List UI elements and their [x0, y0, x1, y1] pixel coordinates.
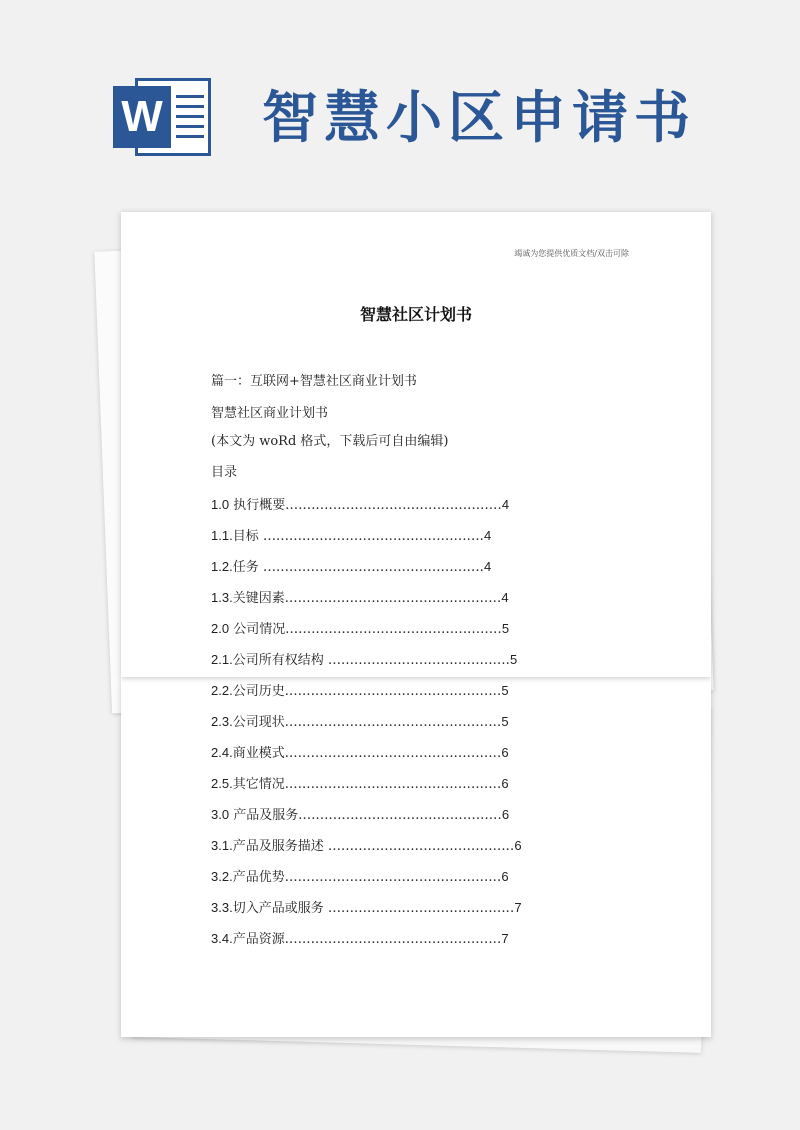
toc-entry: 2.5.其它情况..................................................6: [211, 776, 509, 792]
plan-title-line: 智慧社区商业计划书: [211, 406, 329, 421]
toc-entry: 3.3.切入产品或服务 ...........................................7: [211, 900, 522, 916]
toc-entry: 2.2.公司历史..................................................5: [211, 683, 509, 699]
toc-entry: 2.4.商业模式..................................................6: [211, 745, 509, 761]
toc-heading: 目录: [211, 465, 238, 480]
toc-entry: 3.0 产品及服务...............................................6: [211, 807, 510, 823]
section-heading: 篇一：互联网+智慧社区商业计划书: [211, 374, 417, 389]
toc-entry: 1.2.任务 ...................................................4: [211, 559, 492, 575]
word-icon-letter: W: [113, 86, 171, 148]
toc-entry: 1.0 执行概要..................................................4: [211, 497, 510, 513]
format-note: (本文为 woRd 格式，下载后可自由编辑): [211, 434, 449, 449]
document-page: [121, 212, 711, 677]
toc-entry: 3.1.产品及服务描述 ...........................................6: [211, 838, 522, 854]
paper-lower: [121, 677, 711, 1037]
toc-entry: 2.1.公司所有权结构 ..........................................5: [211, 652, 518, 668]
toc-entry: 3.2.产品优势..................................................6: [211, 869, 509, 885]
toc-entry: 1.3.关键因素..................................................4: [211, 590, 509, 606]
toc-entry: 3.4.产品资源..................................................7: [211, 931, 509, 947]
banner-title: 智慧小区申请书: [262, 86, 696, 151]
toc-entry: 1.1.目标 ...................................................4: [211, 528, 492, 544]
document-title: 智慧社区计划书: [359, 305, 472, 324]
banner: [0, 0, 800, 200]
header-note: 竭诚为您提供优质文档/双击可除: [514, 249, 629, 258]
toc-entry: 2.0 公司情况..................................................5: [211, 621, 510, 637]
word-icon: [113, 78, 213, 156]
toc-entry: 2.3.公司现状..................................................5: [211, 714, 509, 730]
